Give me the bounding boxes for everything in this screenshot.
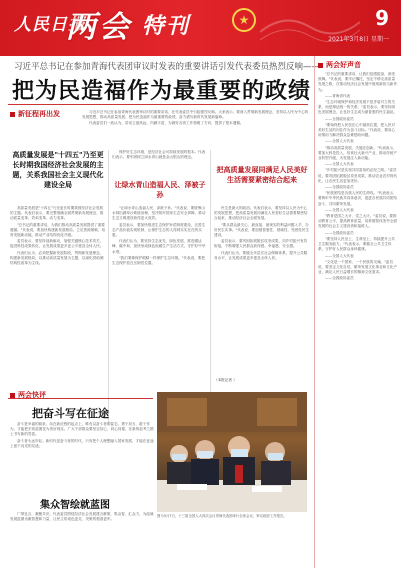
subhead-col3: 把高质量发展同满足人民美好生活需要紧密结合起来 — [216, 166, 308, 184]
page-number: 9 — [375, 6, 389, 30]
date-line: 2021年3月8日 星期一 — [328, 36, 389, 43]
article-text-col2-top: 保护好生态环境，是经济社会可持续发展的根本。代表们表示，要牢固树立绿水青山就是金山银山的理念。 — [112, 150, 206, 160]
subhead-col2: 让绿水青山造福人民、泽被子孙 — [114, 181, 206, 199]
commentary-title-2: 集众智绘就蓝图 — [40, 500, 110, 511]
masthead-logo: 人民日报 — [14, 15, 86, 35]
lead-kicker: 习近平总书记在参加青海代表团审议时发表的重要讲话引发代表委员热烈反响—— — [14, 62, 321, 72]
article-text-col1: 高质量发展是"十四五"乃至更长时期我国经济社会发展的主题。代表们表示，要完整准确全面贯彻新发展理念，推动质量变革、效率变革、动力变革。 "总书记的重要讲话，为我们推动高质量发展提供了重要遵循。"代表说，要加快构建新发展格局，立足资源禀赋，培育发展新动能，推动产业结构优化升级。 委员表示，要坚持创新驱动，加强关键核心技术攻关，促进科技成果转化，让发展成果更多更公平惠及全体人民。 代表们认为，必须把握新发展阶段，贯彻新发展理念，构建新发展格局，以推动高质量发展为主题，以深化供给侧结构性改革为主线。 — [10, 206, 106, 266]
subhead-col1: 高质量发展是"十四五"乃至更长时期我国经济社会发展的主题，关系我国社会主义现代化建设全局 — [12, 151, 104, 189]
national-emblem-icon: ★ — [232, 8, 256, 32]
commentary-title-1: 把奋斗写在征途 — [32, 407, 109, 420]
meeting-photo-illustration — [157, 392, 307, 512]
photo-caption: 图为3月7日，十三届全国人大四次会议青海代表团举行全体会议，审议政府工作报告。 — [157, 514, 287, 518]
article-text-col3: 民生是最大的政治。代表们表示，要坚持以人民为中心的发展思想，把高质量发展同满足人民美好生活需要紧密结合起来，推动经济社会全面发展。 "要从群众最关心、最直接、最现实的利益问题入手，办好民生实事。"代表说，要加强普惠性、基础性、兜底性民生建设。 委员表示，要巩固拓展脱贫攻坚成果，同乡村振兴有效衔接，不断增强人民群众获得感、幸福感、安全感。 代表们认为，要健全多层次社会保障体系，提升公共服务水平，让发展成果更多惠及全体人民。 — [214, 206, 310, 260]
masthead-title: 两会 — [66, 10, 132, 45]
meeting-photo — [157, 392, 307, 512]
masthead — [0, 0, 401, 56]
lower-section-tag: 两会快评 — [10, 390, 46, 400]
right-column-tag: 两会好声音 — [318, 60, 361, 70]
commentary-text-1: 奋斗是幸福的源泉。站在新征程的起点上，唯有以奋斗者的姿态，勇于担当、敢于作为，才能把宏伟蓝图变为美好现实。广大干部群众要坚定信心、同心同德，在新的赶考之路上书写新的答卷。 奋斗者永远年轻。新时代是奋斗者的时代，只有把个人理想融入国家发展，才能在征途上留下闪光的足迹。 — [10, 422, 154, 448]
masthead-subtitle: 特刊 — [142, 14, 191, 39]
article-text-col2: "让绿水青山造福人民、泽被子孙。"代表说，要统筹山水林田湖草沙系统治理，坚决筑牢国家生态安全屏障，推动生态文明建设取得更大成效。 委员表示，要加快推进生态保护补偿制度建设，完善生态产品价值实现机制，让保护生态的人得到实实在在的实惠。 代表们认为，要坚持生态优先、绿色发展，推进碳达峰、碳中和，加快形成绿色低碳生产生活方式，守护好中华水塔。 "我们要像保护眼睛一样保护生态环境。"代表说，要把生态保护放在压倒性位置。 — [112, 206, 206, 266]
lead-headline: 把为民造福作为最重要的政绩 — [12, 78, 312, 104]
headline-divider — [8, 104, 308, 105]
section-tag: 新征程再出发 — [10, 109, 60, 119]
article-byline: （本报记者 ） — [214, 378, 237, 382]
commentary-text-2: 广纳良言，凝聚共识。代表委员围绕经济社会发展建言献策，集众智、汇众力，为绘就发展蓝图贡献智慧和力量，让民主的成色更足、决策的根基更牢。 — [10, 512, 154, 522]
column-divider — [210, 150, 211, 425]
right-column-text: "总书记的重要讲话，让我们倍感振奋、深受鼓舞。"代表说，要牢记嘱托，坚定不移走高质量发展之路，在推动经济社会发展中展现新担当新作为。 ——青海省代表 "生态环境保护和经济发展不是矛盾对立的关系，而是辩证统一的关系。"委员表示，要坚持绿色发展理念，让良好生态成为最普惠的民生福祉。 ——全国政协委员 "要始终把人民放在心中最高位置，把人民对美好生活的向往作为奋斗目标。"代表说，要用心用情用力解决群众急难愁盼问题。 ——全国人大代表 "推动高质量发展，关键在创新。"代表表示，要加大科技投入，培育壮大新兴产业，推动传统产业转型升级，为发展注入新动能。 ——全国人大代表 "乡村振兴是实现共同富裕的必经之路。"委员说，要巩固拓展脱贫攻坚成果，推动农业农村现代化，让农民生活更加美好。 ——全国政协委员 "民族团结是各族人民的生命线。"代表表示，要铸牢中华民族共同体意识，促进各民族共同团结奋斗、共同繁荣发展。 ——全国人大代表 "教育是国之大计、党之大计。"委员说，要推动教育公平，提高教育质量，培养德智体美劳全面发展的社会主义建设者和接班人。 ——全国政协委员 "要坚持人民至上、生命至上，持续提升公共卫生服务能力。"代表表示，要健全公共卫生体系，守护好人民群众身体健康。 ——全国人大代表 "文化是一个国家、一个民族的灵魂。"委员说，要坚定文化自信，繁荣发展文化事业和文化产业，满足人民日益增长的精神文化需求。 ——全国政协委员 — [318, 72, 398, 281]
column-divider — [108, 150, 109, 425]
article-intro-text: 习近平总书记在参加青海代表团审议时的重要讲话，在代表委员中引起强烈反响。大家表示，要深入贯彻新发展理念，坚持以人民为中心的发展思想，推动高质量发展，把为民造福作为最重要的政绩，奋力谱写新时代发展新篇章。 代表委员们一致认为，讲话立意高远、内涵丰富，为做好各项工作指明了方向，提供了根本遵循。 — [82, 110, 309, 126]
